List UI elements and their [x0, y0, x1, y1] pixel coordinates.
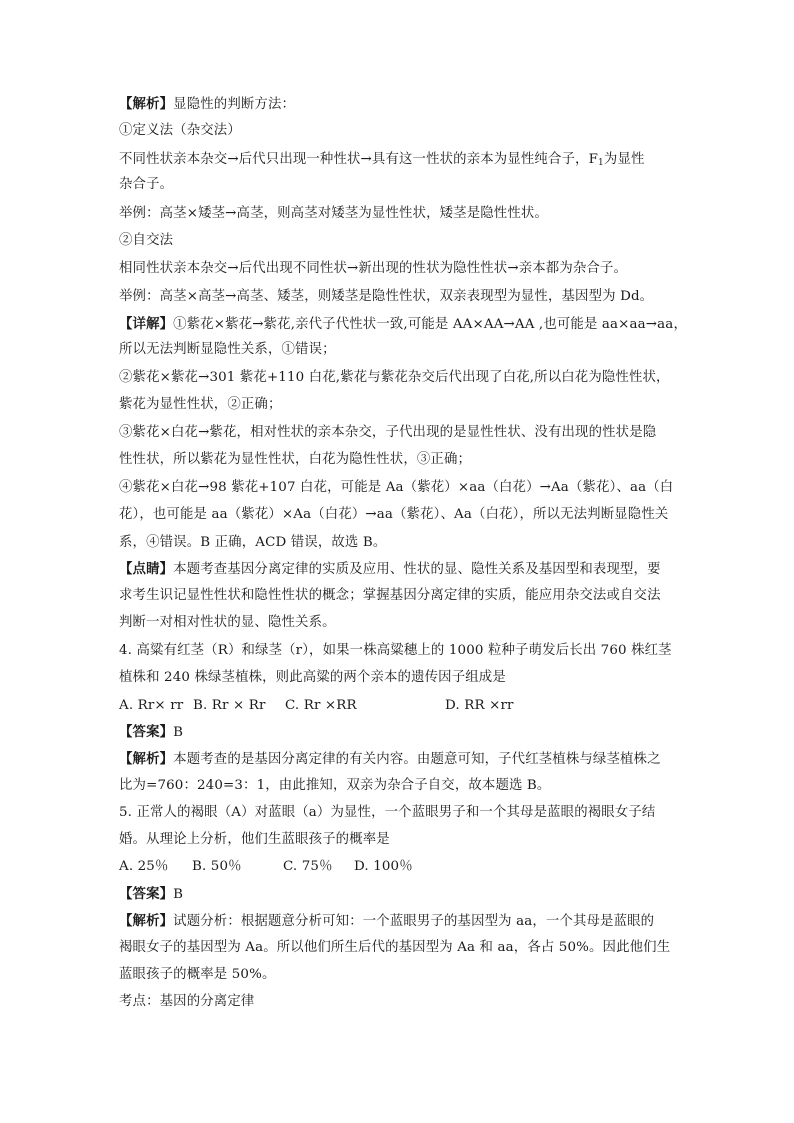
detail-line8: 花），也可能是 aa（紫花）×Aa（白花）→aa（紫花）、Aa（白花），所以无法判断显隐性关: [119, 507, 669, 522]
q5-answer-value: B: [173, 887, 184, 902]
detail-line4: 紫花为显性性状，②正确；: [119, 397, 282, 412]
comment-line2: 求考生识记显性性状和隐性性状的概念；掌握基因分离定律的实质，能应用杂交法或自交法: [119, 588, 661, 603]
q4-stem-line1: 4. 高粱有红茎（R）和绿茎（r），如果一株高粱穗上的 1000 粒种子萌发后长出 760 株红茎: [119, 643, 672, 658]
q4-option-d: D. RR ×rr: [445, 698, 514, 713]
analysis-heading: [119, 95, 295, 114]
comment-tag: 【点睛】: [119, 561, 174, 577]
answer-tag: 【答案】: [119, 724, 174, 740]
detail-tag: 【详解】: [119, 316, 174, 332]
detail-line7: ④紫花×白花→98 紫花+107 白花，可能是 Aa（紫花）×aa（白花）→Aa（紫花）、aa（白: [119, 480, 674, 495]
analysis-tag: 【解析】: [119, 913, 174, 929]
f1-subscript: 1: [598, 158, 604, 168]
q5-option-b: B. 50％: [192, 859, 242, 874]
method1-line2: 杂合子。: [119, 177, 174, 192]
detail-text-1: ①紫花×紫花→紫花,亲代子代性状一致,可能是 AA×AA→AA ,也可能是 aa×aa→aa，: [173, 317, 687, 332]
q4-stem-line2: 植株和 240 株绿茎植株，则此高粱的两个亲本的遗传因子组成是: [119, 670, 506, 685]
q5-keypoint: 考点：基因的分离定律: [119, 994, 255, 1009]
comment-line1: [119, 560, 661, 579]
q4-option-c: C. Rr ×RR: [285, 698, 357, 713]
example1: 举例：高茎×矮茎→高茎，则高茎对矮茎为显性性状，矮茎是隐性性状。: [119, 206, 548, 221]
method1-line1-tail: 为显性: [603, 152, 645, 167]
detail-line5: ③紫花×白花→紫花，相对性状的亲本杂交，子代出现的是显性性状、没有出现的性状是隐: [119, 425, 657, 440]
analysis-tag: 【解析】: [119, 751, 174, 767]
method2-line: 相同性状亲本杂交→后代出现不同性状→新出现的性状为隐性性状→亲本都为杂合子。: [119, 261, 628, 276]
q5-option-c: C. 75％: [283, 859, 333, 874]
q4-answer: [119, 723, 183, 742]
answer-tag: 【答案】: [119, 886, 174, 902]
q4-analysis-line2: 比为=760：240=3：1，由此推知，双亲为杂合子自交，故本题选 B。: [119, 778, 551, 793]
detail-line9: 系，④错误。B 正确，ACD 错误，故选 B。: [119, 535, 387, 550]
method1-line1-text: 不同性状亲本杂交→后代只出现一种性状→具有这一性状的亲本为显性纯合子，F: [119, 152, 599, 167]
q5-answer: [119, 885, 183, 904]
analysis-tag: 【解析】: [119, 96, 174, 112]
q5-analysis-line2: 褐眼女子的基因型为 Aa。所以他们所生后代的基因型为 Aa 和 aa，各占 50%。因此他们生: [119, 940, 671, 955]
q4-analysis-text-1: 本题考查的是基因分离定律的有关内容。由题意可知，子代红茎植株与绿茎植株之: [173, 752, 661, 767]
detail-line1: [119, 315, 687, 334]
q5-analysis-line3: 蓝眼孩子的概率是 50%。: [119, 967, 276, 982]
q5-stem-line1: 5. 正常人的褐眼（A）对蓝眼（a）为显性，一个蓝眼男子和一个其母是蓝眼的褐眼女子结: [119, 805, 656, 820]
detail-line6: 性性状，所以紫花为显性性状，白花为隐性性状，③正确；: [119, 452, 472, 467]
method2-title: ②自交法: [119, 233, 174, 248]
q4-analysis-line1: [119, 750, 661, 769]
q4-option-b: B. Rr × Rr: [193, 698, 266, 713]
detail-line2: 所以无法判断显隐性关系，①错误；: [119, 342, 336, 357]
q4-options: [119, 697, 679, 715]
method1-line1: [119, 151, 645, 169]
method1-title: ①定义法（杂交法）: [119, 123, 241, 138]
q5-options: [119, 858, 679, 876]
q5-option-d: D. 100％: [354, 859, 413, 874]
detail-line3: ②紫花×紫花→301 紫花+110 白花,紫花与紫花杂交后代出现了白花,所以白花为隐性性状，: [119, 370, 670, 385]
comment-text-1: 本题考查基因分离定律的实质及应用、性状的显、隐性关系及基因型和表现型，要: [173, 562, 661, 577]
comment-line3: 判断一对相对性状的显、隐性关系。: [119, 615, 336, 630]
q4-answer-value: B: [173, 725, 184, 740]
q5-stem-line2: 婚。从理论上分析，他们生蓝眼孩子的概率是: [119, 832, 390, 847]
q5-option-a: A. 25％: [119, 859, 169, 874]
analysis-heading-text: 显隐性的判断方法：: [173, 97, 296, 112]
q4-option-a: A. Rr× rr: [119, 698, 184, 713]
q5-analysis-line1: [119, 912, 654, 931]
example2: 举例：高茎×高茎→高茎、矮茎，则矮茎是隐性性状，双亲表现型为显性，基因型为 Dd。: [119, 289, 654, 304]
q5-analysis-text-1: 试题分析：根据题意分析可知：一个蓝眼男子的基因型为 aa，一个其母是蓝眼的: [173, 914, 655, 929]
